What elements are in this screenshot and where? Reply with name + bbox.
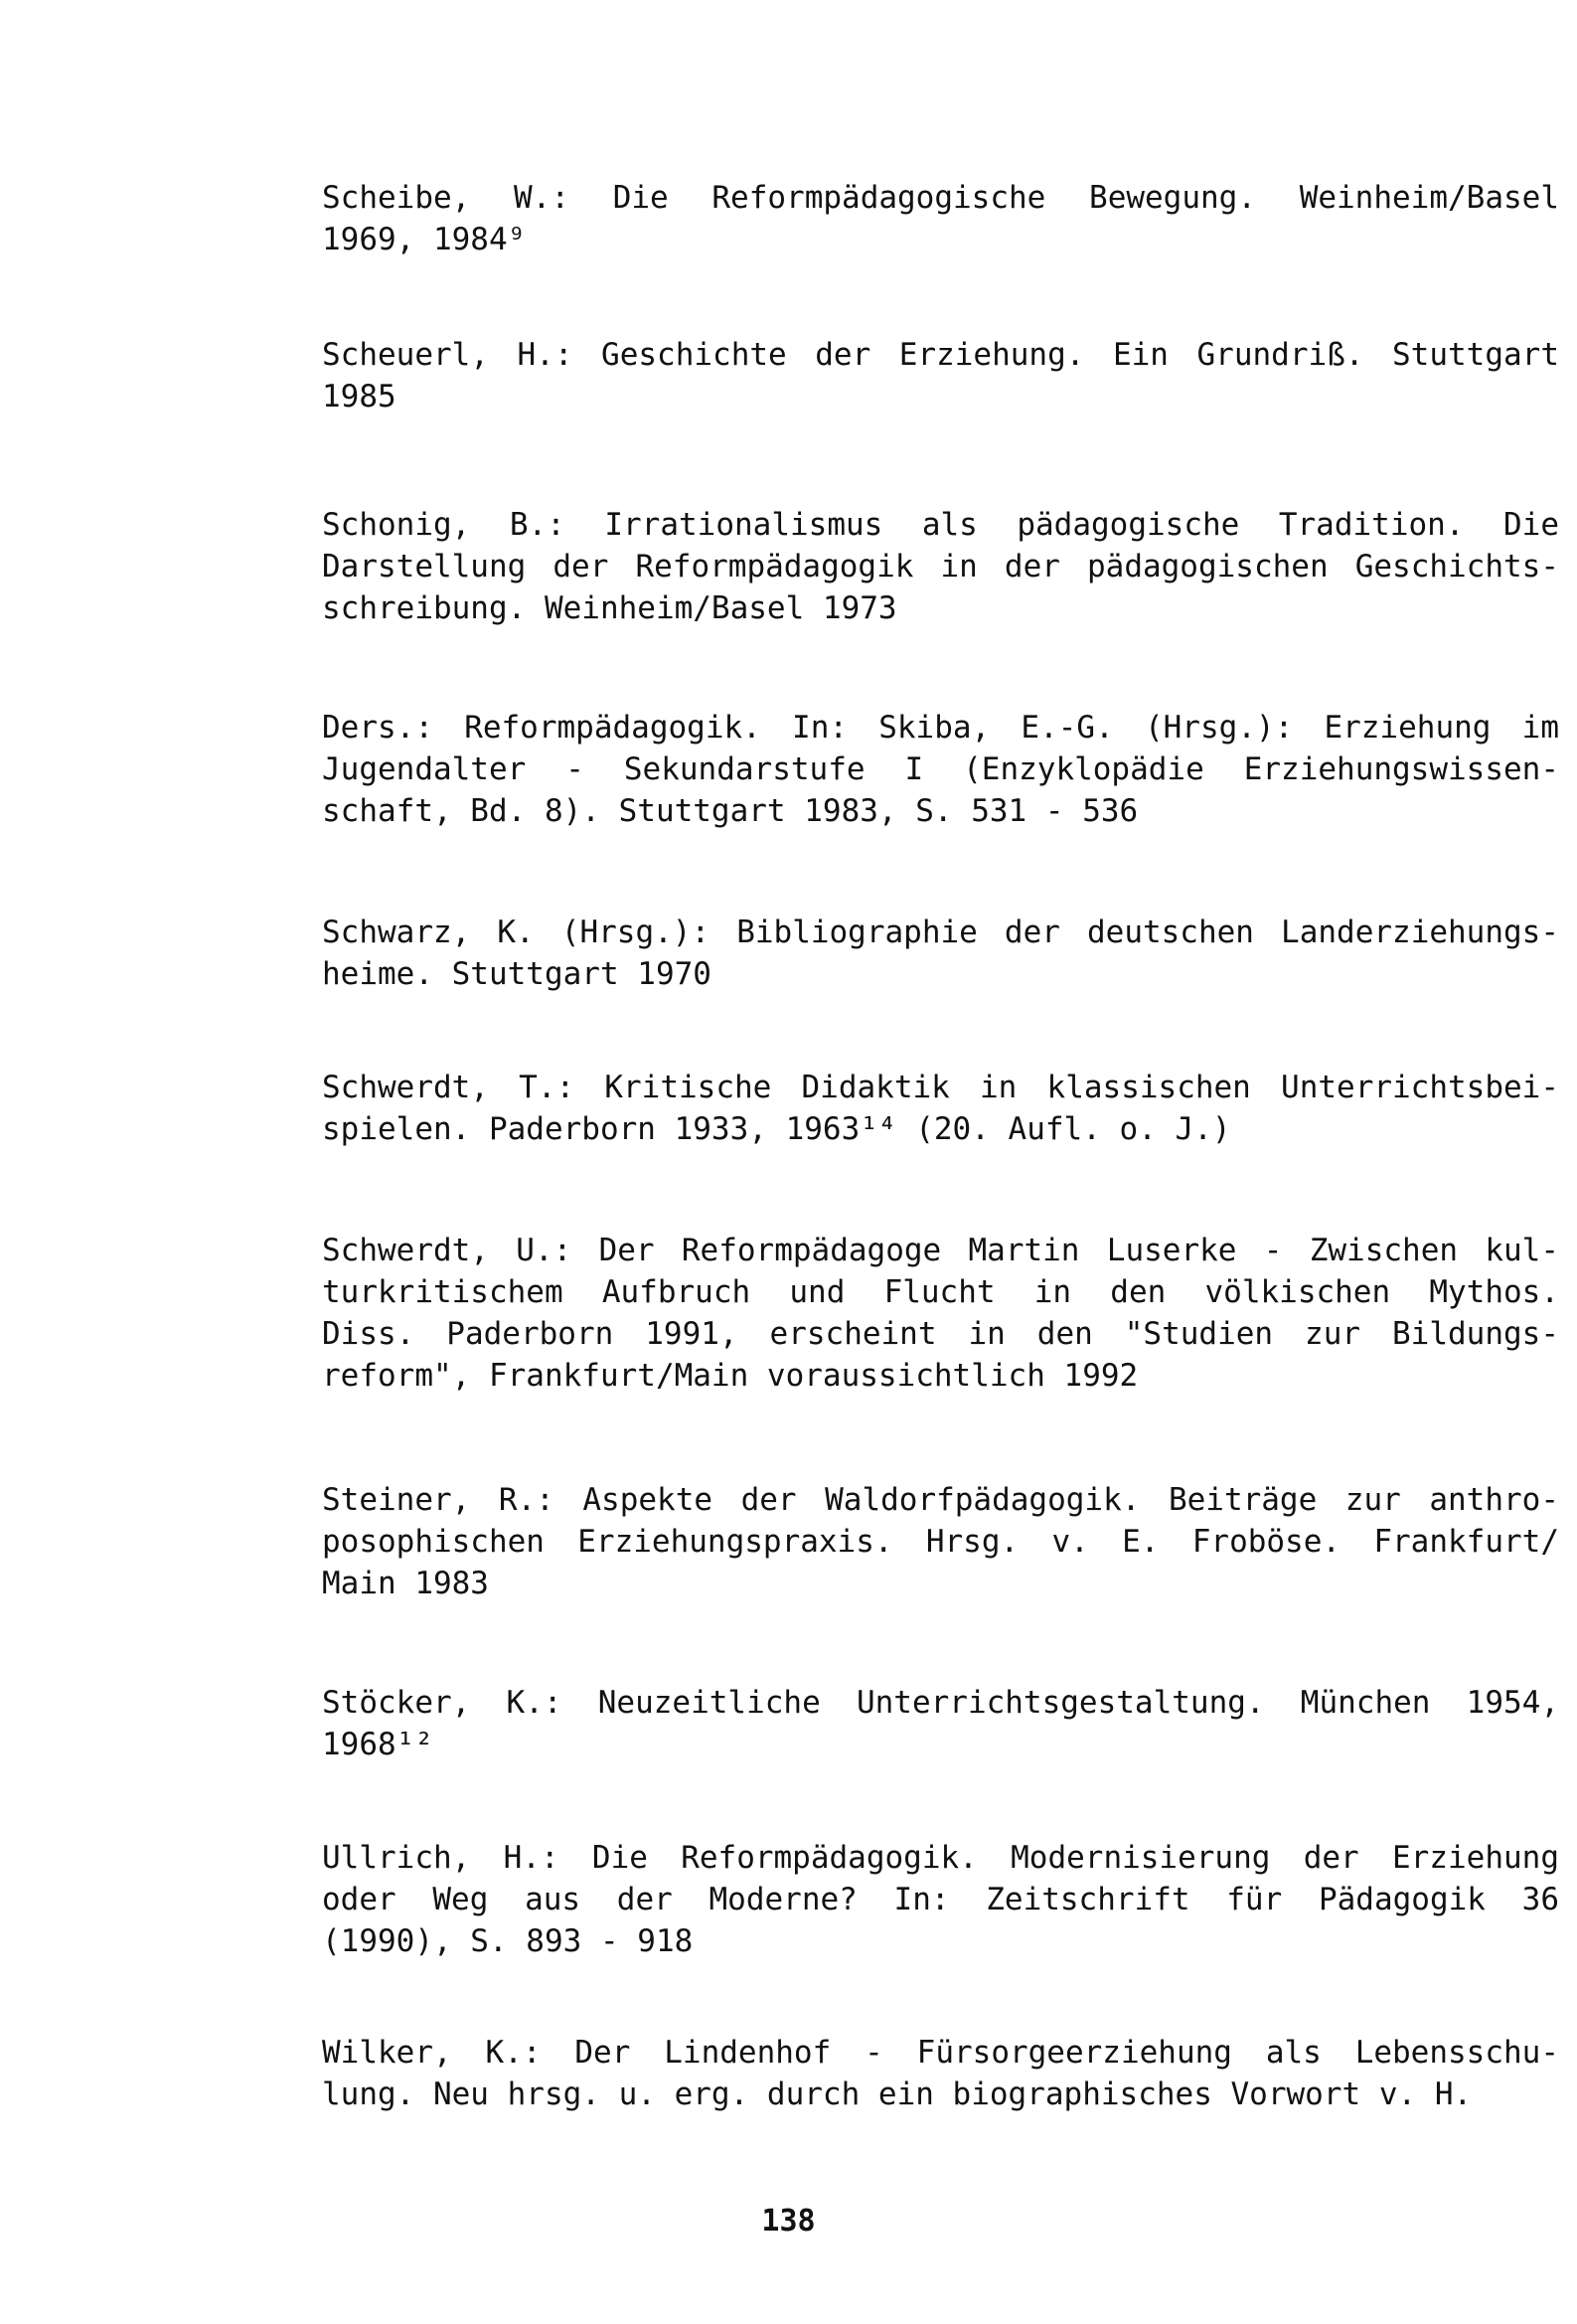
entry-line: Schwerdt, T.: Kritische Didaktik in klassischen Unterrichtsbei- — [322, 1070, 1559, 1105]
bibliography-entry-ullrich — [322, 1837, 1559, 1962]
entry-line: Ullrich, H.: Die Reformpädagogik. Modernisierung der Erziehung — [322, 1840, 1559, 1876]
entry-line: posophischen Erziehungspraxis. Hrsg. v. E. Froböse. Frankfurt/ — [322, 1524, 1559, 1560]
page-number: 138 — [761, 2204, 816, 2239]
entry-line: Ders.: Reformpädagogik. In: Skiba, E.-G. (Hrsg.): Erziehung im — [322, 710, 1559, 746]
entry-line: Steiner, R.: Aspekte der Waldorfpädagogik. Beiträge zur anthro- — [322, 1482, 1559, 1518]
entry-line: 1969, 1984⁹ — [322, 222, 527, 257]
entry-line: Scheuerl, H.: Geschichte der Erziehung. Ein Grundriß. Stuttgart — [322, 337, 1559, 373]
entry-line: 1985 — [322, 379, 396, 415]
bibliography-entry-scheuerl — [322, 334, 1559, 417]
entry-line: schaft, Bd. 8). Stuttgart 1983, S. 531 - 536 — [322, 793, 1139, 829]
bibliography-entry-schwerdt-t — [322, 1067, 1559, 1150]
bibliography-entry-steiner — [322, 1479, 1559, 1604]
entry-line: 1968¹² — [322, 1727, 433, 1762]
entry-line: reform", Frankfurt/Main voraussichtlich 1992 — [322, 1358, 1139, 1394]
bibliography-entry-wilker — [322, 2032, 1559, 2115]
bibliography-entry-stoecker — [322, 1682, 1559, 1765]
entry-line: schreibung. Weinheim/Basel 1973 — [322, 590, 897, 626]
entry-line: Schwerdt, U.: Der Reformpädagoge Martin Luserke - Zwischen kul- — [322, 1233, 1559, 1268]
entry-line: Jugendalter - Sekundarstufe I (Enzyklopädie Erziehungswissen- — [322, 751, 1559, 787]
entry-line: Darstellung der Reformpädagogik in der pädagogischen Geschichts- — [322, 549, 1559, 584]
entry-line: turkritischem Aufbruch und Flucht in den völkischen Mythos. — [322, 1274, 1559, 1310]
bibliography-entry-ders — [322, 707, 1559, 832]
entry-line: Diss. Paderborn 1991, erscheint in den "Studien zur Bildungs- — [322, 1316, 1559, 1352]
entry-line: Main 1983 — [322, 1566, 489, 1601]
entry-line: Scheibe, W.: Die Reformpädagogische Bewegung. Weinheim/Basel — [322, 180, 1559, 216]
entry-line: Schwarz, K. (Hrsg.): Bibliographie der deutschen Landerziehungs- — [322, 914, 1559, 950]
entry-line: Schonig, B.: Irrationalismus als pädagogische Tradition. Die — [322, 507, 1559, 543]
entry-line: lung. Neu hrsg. u. erg. durch ein biographisches Vorwort v. H. — [322, 2076, 1473, 2112]
bibliography-entry-schwarz — [322, 912, 1559, 995]
bibliography-entry-schwerdt-u — [322, 1230, 1559, 1397]
entry-line: oder Weg aus der Moderne? In: Zeitschrift für Pädagogik 36 — [322, 1882, 1559, 1917]
entry-line: Wilker, K.: Der Lindenhof - Fürsorgeerziehung als Lebensschu- — [322, 2035, 1559, 2071]
entry-line: spielen. Paderborn 1933, 1963¹⁴ (20. Aufl. o. J.) — [322, 1111, 1231, 1147]
entry-line: (1990), S. 893 - 918 — [322, 1923, 694, 1959]
entry-line: Stöcker, K.: Neuzeitliche Unterrichtsgestaltung. München 1954, — [322, 1685, 1559, 1721]
bibliography-entry-scheibe — [322, 177, 1559, 260]
bibliography-entry-schonig — [322, 504, 1559, 629]
entry-line: heime. Stuttgart 1970 — [322, 956, 711, 992]
